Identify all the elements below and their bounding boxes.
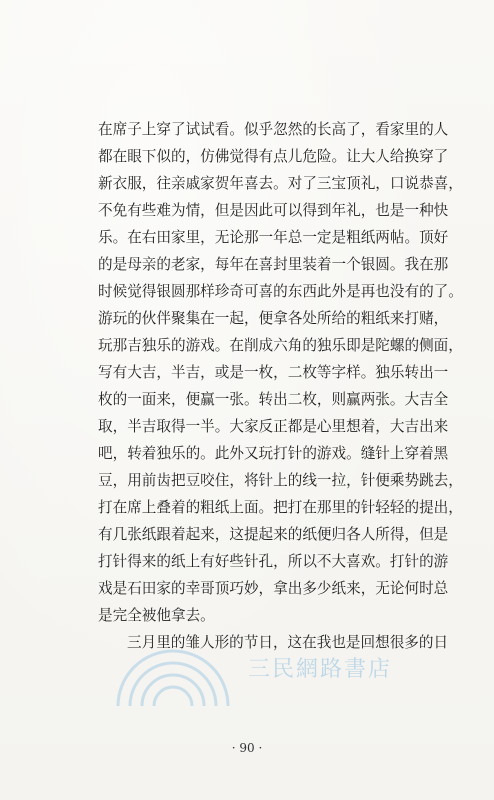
text-line-15: 打在席上叠着的粗纸上面。把打在那里的针轻轻的提出， xyxy=(98,499,463,516)
watermark-text: 三民網路書店 xyxy=(248,657,393,682)
text-line-10: 写有大吉，半吉，或是一枚，二枚等字样。独乐转出一 xyxy=(98,364,449,381)
text-line-12: 取，半吉取得一半。大家反正都是心里想着，大吉出来 xyxy=(98,418,449,435)
text-line-14: 豆，用前齿把豆咬住，将针上的线一拉，针便乘势跳去， xyxy=(98,472,463,489)
text-line-16: 有几张纸跟着起来，这提起来的纸便归各人所得，但是 xyxy=(98,526,449,543)
watermark xyxy=(98,648,428,708)
text-line-19: 是完全被他拿去。 xyxy=(98,607,215,624)
text-line-8: 游玩的伙伴聚集在一起，便拿各处所给的粗纸来打赌， xyxy=(98,310,449,327)
text-line-9: 玩那吉独乐的游戏。在削成六角的独乐即是陀螺的侧面， xyxy=(98,337,463,354)
text-line-4: 不免有些难为情，但是因此可以得到年礼，也是一种快 xyxy=(98,202,449,219)
page-number: · 90 · xyxy=(231,741,263,755)
text-line-7: 时候觉得银圆那样珍奇可喜的东西此外是再也没有的了。 xyxy=(98,283,463,300)
text-line-17: 打针得来的纸上有好些针孔，所以不大喜欢。打针的游 xyxy=(98,553,449,570)
text-line-11: 枚的一面来，便赢一张。转出二枚，则赢两张。大吉全 xyxy=(98,391,449,408)
text-line-18: 戏是石田家的幸哥顶巧妙，拿出多少纸来，无论何时总 xyxy=(98,580,449,597)
text-line-5: 乐。在右田家里，无论那一年总一定是粗纸两帖。顶好 xyxy=(98,229,449,246)
text-line-6: 的是母亲的老家，每年在喜封里装着一个银圆。我在那 xyxy=(98,256,449,273)
text-line-13: 吧，转着独乐的。此外又玩打针的游戏。缝针上穿着黑 xyxy=(98,445,449,462)
text-line-20: 三月里的雏人形的节日，这在我也是回想很多的日 xyxy=(127,634,449,651)
body-text xyxy=(98,116,463,656)
text-line-3: 新衣服，往亲戚家贺年喜去。对了三宝顶礼，口说恭喜， xyxy=(98,175,463,192)
text-line-2: 都在眼下似的，仿佛觉得有点儿危险。让大人给换穿了 xyxy=(98,148,449,165)
watermark-logo-icon xyxy=(98,648,248,708)
text-line-1: 在席子上穿了试试看。似乎忽然的长高了，看家里的人 xyxy=(98,121,449,138)
